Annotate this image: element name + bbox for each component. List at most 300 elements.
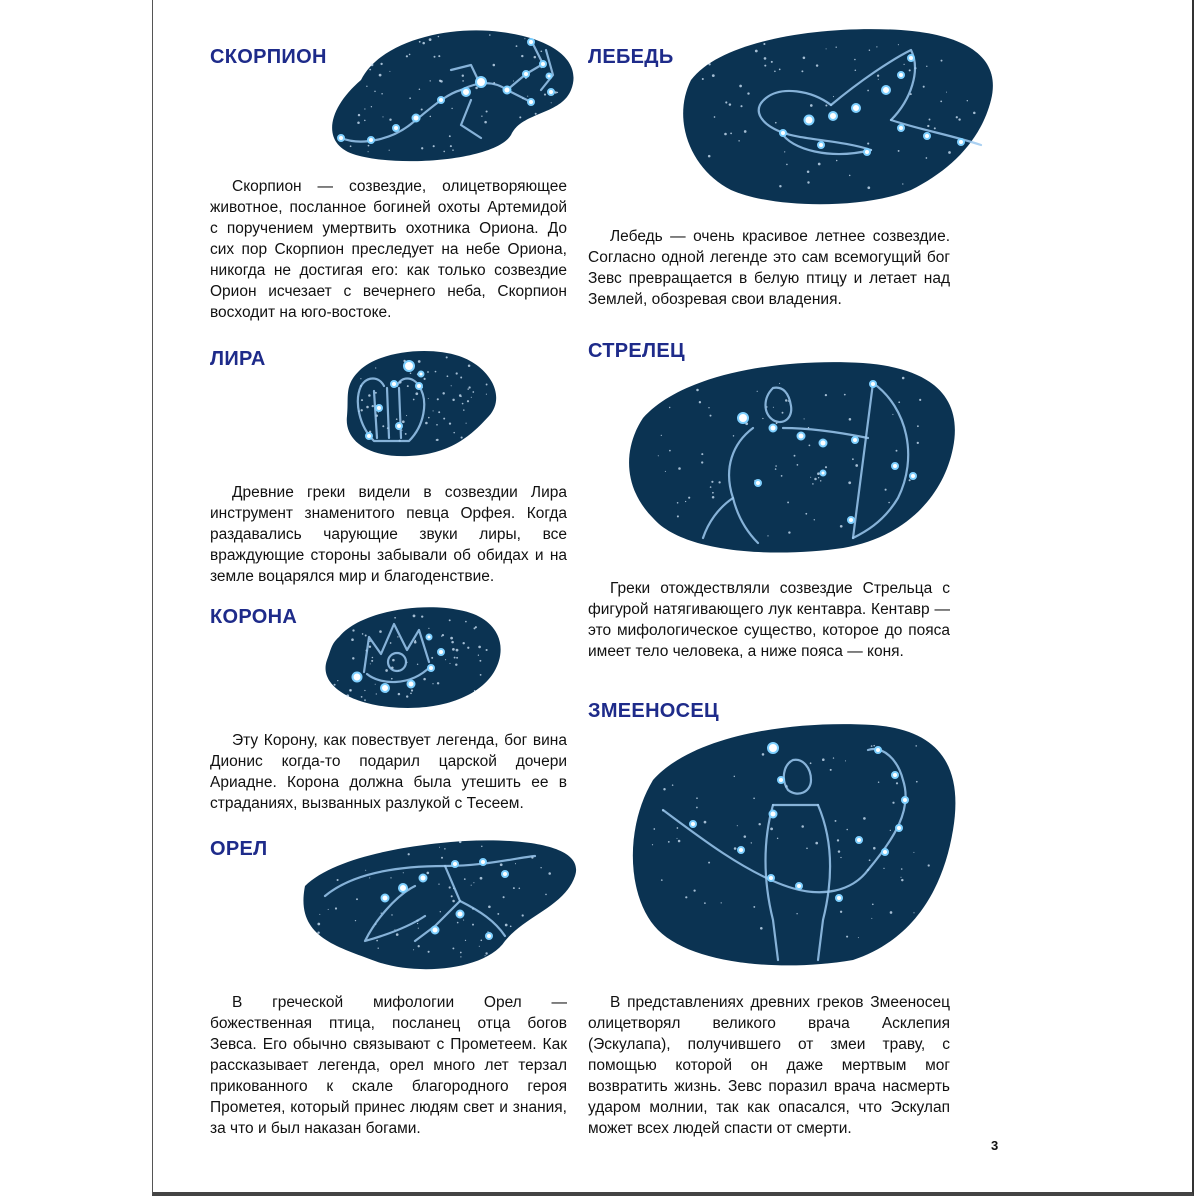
dust-star [685, 501, 686, 502]
dust-star [468, 365, 471, 368]
dust-star [712, 74, 715, 77]
dust-star [425, 422, 428, 425]
dust-star [708, 155, 711, 158]
dust-star [438, 411, 440, 413]
dust-star [708, 862, 710, 864]
dust-star [451, 895, 453, 897]
dust-star [941, 60, 943, 62]
dust-star [376, 693, 377, 694]
dust-star [389, 71, 390, 72]
dust-star [474, 627, 476, 629]
dust-star [486, 649, 488, 651]
dust-star [753, 906, 755, 908]
dust-star [369, 69, 371, 71]
dust-star [814, 519, 815, 520]
dust-star [535, 113, 537, 115]
archer-constellation-icon [623, 348, 963, 558]
dust-star [710, 486, 712, 488]
dust-star [479, 660, 481, 662]
dust-star [524, 38, 525, 39]
dust-star [867, 186, 870, 189]
dust-star [409, 54, 411, 56]
dust-star [708, 407, 709, 408]
dust-star [350, 145, 352, 147]
dust-star [835, 820, 837, 822]
dust-star [818, 163, 821, 166]
dust-star [898, 44, 899, 45]
dust-star [429, 38, 432, 41]
dust-star [473, 882, 474, 883]
dust-star [364, 108, 365, 109]
dust-star [973, 112, 976, 115]
dust-star [413, 949, 414, 950]
dust-star [364, 120, 366, 122]
dust-star [421, 615, 423, 617]
dust-star [833, 757, 834, 758]
dust-star [459, 841, 462, 844]
dust-star [653, 828, 655, 830]
dust-star [711, 481, 713, 483]
dust-star [519, 888, 521, 890]
dust-star [806, 848, 808, 850]
dust-star [852, 458, 854, 460]
dust-star [440, 911, 441, 912]
dust-star [751, 842, 752, 843]
dust-star [389, 150, 390, 151]
dust-star [838, 850, 840, 852]
dust-star [361, 399, 363, 401]
dust-star [708, 63, 710, 65]
dust-star [406, 415, 407, 416]
dust-star [770, 828, 773, 831]
dust-star [773, 407, 774, 408]
dust-star [940, 100, 942, 102]
dust-star [428, 951, 430, 953]
dust-star [407, 385, 409, 387]
dust-star [846, 936, 848, 938]
dust-star [484, 121, 487, 124]
dust-star [317, 931, 319, 933]
dust-star [421, 147, 423, 149]
dust-star [372, 405, 374, 407]
dust-star [527, 96, 528, 97]
dust-star [755, 50, 758, 53]
dust-star [837, 839, 839, 841]
dust-star [450, 637, 453, 640]
dust-star [658, 455, 659, 456]
dust-star [351, 638, 354, 641]
dust-star [361, 409, 363, 411]
dust-star [366, 86, 367, 87]
dust-star [701, 453, 703, 455]
dust-star [389, 118, 391, 120]
dust-star [467, 388, 468, 389]
dust-star [368, 151, 369, 152]
dust-star [809, 445, 811, 447]
dust-star [854, 59, 856, 61]
dust-star [438, 55, 440, 57]
dust-star [779, 185, 781, 187]
dust-star [446, 356, 448, 358]
dust-star [913, 912, 914, 913]
dust-star [677, 515, 679, 517]
dust-star [661, 435, 662, 436]
dust-star [534, 56, 537, 59]
dust-star [380, 63, 382, 65]
dust-star [781, 475, 783, 477]
dust-star [840, 857, 841, 858]
dust-star [909, 479, 911, 481]
dust-star [739, 85, 742, 88]
dust-star [712, 492, 714, 494]
dust-star [445, 659, 446, 660]
dust-star [428, 398, 429, 399]
dust-star [815, 842, 818, 845]
dust-star [479, 946, 480, 947]
dust-star [883, 868, 884, 869]
dust-star [449, 135, 451, 137]
dust-star [452, 149, 454, 151]
dust-star [849, 418, 852, 421]
dust-star [391, 678, 393, 680]
dust-star [762, 418, 763, 419]
dust-star [433, 145, 435, 147]
dust-star [797, 464, 799, 466]
heading-archer: СТРЕЛЕЦ [588, 340, 685, 362]
dust-star [381, 93, 383, 95]
dust-star [825, 466, 827, 468]
heading-crown: КОРОНА [210, 606, 298, 628]
heading-scorpion: СКОРПИОН [210, 46, 327, 68]
dust-star [481, 116, 482, 117]
dust-star [497, 913, 499, 915]
dust-star [480, 939, 482, 941]
dust-star [434, 56, 436, 58]
dust-star [710, 415, 712, 417]
dust-star [796, 913, 797, 914]
dust-star [774, 71, 776, 73]
dust-star [406, 55, 408, 57]
dust-star [786, 164, 788, 166]
dust-star [438, 883, 439, 884]
dust-star [444, 848, 445, 849]
dust-star [456, 649, 459, 652]
dust-star [871, 745, 873, 747]
dust-star [927, 125, 929, 127]
dust-star [872, 903, 874, 905]
dust-star [878, 781, 879, 782]
dust-star [472, 924, 474, 926]
dust-star [406, 695, 408, 697]
dust-star [468, 386, 470, 388]
dust-star [371, 106, 372, 107]
dust-star [411, 689, 413, 691]
dust-star [807, 181, 809, 183]
dust-star [467, 647, 469, 649]
dust-star [430, 80, 431, 81]
dust-star [375, 684, 376, 685]
dust-star [661, 879, 663, 881]
dust-star [917, 442, 919, 444]
dust-star [557, 92, 558, 93]
text-scorpion: Скорпион — созвездие, олицетворяющее животное, посланное богиней охоты Артемидой с поручением умертвить охотника Ориона. До сих пор Скорпион преследует на небе Ориона, никогда не достигая его: как только созвездие Орион исчезает с вечернего неба, Скорпион восходит на юго-востоке. [210, 178, 567, 321]
dust-star [405, 433, 407, 435]
dust-star [357, 122, 360, 125]
dust-star [946, 92, 947, 93]
dust-star [688, 497, 690, 499]
dust-star [738, 140, 739, 141]
dust-star [417, 664, 418, 665]
dust-star [714, 116, 716, 118]
dust-star [417, 923, 418, 924]
dust-star [418, 928, 419, 929]
dust-star [346, 694, 349, 697]
dust-star [360, 378, 361, 379]
dust-star [787, 501, 789, 503]
dust-star [361, 696, 363, 698]
dust-star [486, 110, 488, 112]
heading-eagle: ОРЕЛ [210, 838, 268, 860]
dust-star [548, 872, 551, 875]
dust-star [677, 827, 679, 829]
dust-star [350, 690, 351, 691]
dust-star [762, 753, 765, 756]
text-lyra: Древние греки видели в созвездии Лира инструмент знаменитого певца Орфея. Когда раздавались чарующие звуки лиры, все враждующие стороны забывали об обидах и на земле воцарялся мир и благоденствие. [210, 484, 567, 585]
dust-star [810, 104, 813, 107]
dust-star [900, 877, 901, 878]
dust-star [430, 116, 432, 118]
dust-star [678, 840, 681, 843]
dust-star [478, 646, 481, 649]
dust-star [371, 64, 374, 67]
dust-star [816, 64, 818, 66]
dust-star [452, 648, 455, 651]
dust-star [465, 940, 466, 941]
dust-star [335, 907, 337, 909]
dust-star [744, 130, 747, 133]
dust-star [453, 432, 455, 434]
dust-star [352, 629, 354, 631]
dust-star [439, 847, 440, 848]
dust-star [916, 781, 918, 783]
dust-star [471, 885, 472, 886]
dust-star [788, 531, 790, 533]
dust-star [545, 894, 547, 896]
dust-star [825, 394, 827, 396]
dust-star [805, 513, 807, 515]
dust-star [368, 394, 371, 397]
dust-star [869, 859, 871, 861]
dust-star [317, 923, 320, 926]
dust-star [902, 377, 905, 380]
dust-star [500, 863, 503, 866]
dust-star [480, 674, 482, 676]
text-archer: Греки отождествляли созвездие Стрельца с фигурой натягивающего лук кентавра. Кентавр — это мифологическое существо, которое до пояса имеет тело человека, а ниже пояса — коня. [588, 580, 950, 660]
lyre-constellation-icon [339, 346, 507, 458]
dust-star [807, 170, 810, 173]
dust-star [801, 70, 803, 72]
dust-star [540, 50, 542, 52]
dust-star [371, 660, 373, 662]
dust-star [665, 471, 666, 472]
dust-star [704, 902, 706, 904]
dust-star [510, 925, 512, 927]
dust-star [896, 450, 898, 452]
dust-star [849, 175, 851, 177]
dust-star [892, 414, 893, 415]
dust-star [337, 680, 338, 681]
dust-star [871, 918, 872, 919]
dust-star [493, 64, 496, 67]
dust-star [915, 745, 917, 747]
dust-star [391, 914, 392, 915]
dust-star [869, 49, 870, 50]
dust-star [846, 829, 848, 831]
dust-star [878, 79, 879, 80]
dust-star [775, 465, 777, 467]
dust-star [379, 74, 382, 77]
dust-star [757, 391, 758, 392]
dust-star [733, 435, 734, 436]
dust-star [663, 788, 665, 790]
dust-star [840, 525, 843, 528]
dust-star [334, 684, 336, 686]
dust-star [463, 642, 465, 644]
dust-star [413, 399, 415, 401]
dust-star [820, 480, 821, 481]
dust-star [451, 641, 454, 644]
dust-star [777, 838, 778, 839]
swan-constellation-icon [671, 20, 1001, 210]
dust-star [435, 371, 437, 373]
book-page [152, 0, 1194, 1196]
dust-star [775, 122, 777, 124]
dust-star [426, 872, 429, 875]
dust-star [456, 657, 458, 659]
dust-star [677, 502, 679, 504]
dust-star [419, 89, 421, 91]
dust-star [440, 80, 443, 83]
dust-star [457, 922, 459, 924]
dust-star [767, 535, 768, 536]
dust-star [926, 66, 927, 67]
dust-star [913, 852, 914, 853]
dust-star [409, 97, 411, 99]
dust-star [890, 830, 891, 831]
dust-star [867, 90, 869, 92]
dust-star [418, 945, 420, 947]
text-swan: Лебедь — очень красивое летнее созвездие. Согласно одной легенде это сам всемогущий бог Зевс превращается в белую птицу и летает над Землей, обозревая свои владения. [588, 228, 950, 308]
dust-star [364, 699, 366, 701]
dust-star [465, 621, 467, 623]
dust-star [365, 635, 367, 637]
dust-star [452, 900, 455, 903]
dust-star [410, 372, 412, 374]
dust-star [398, 693, 400, 695]
dust-star [926, 157, 928, 159]
dust-star [385, 669, 388, 672]
dust-star [919, 399, 921, 401]
dust-star [753, 797, 755, 799]
dust-star [456, 372, 458, 374]
dust-star [358, 114, 360, 116]
serpent-bearer-constellation-icon [623, 720, 963, 972]
page-number: 3 [991, 1138, 999, 1153]
dust-star [948, 151, 951, 154]
dust-star [424, 378, 426, 380]
dust-star [355, 920, 356, 921]
dust-star [885, 489, 887, 491]
dust-star [764, 65, 766, 67]
dust-star [462, 403, 464, 405]
dust-star [724, 133, 727, 136]
dust-star [858, 937, 859, 938]
dust-star [519, 116, 521, 118]
dust-star [480, 877, 483, 880]
dust-star [817, 472, 820, 475]
dust-star [364, 690, 365, 691]
dust-star [888, 502, 890, 504]
dust-star [415, 392, 418, 395]
dust-star [782, 412, 784, 414]
dust-star [454, 657, 456, 659]
text-serpent-bearer: В представлениях древних греков Змееносец олицетворял великого врача Асклепия (Эскулапа), получившего от змеи траву, с помощью которой он даже мертвым мог возвратить жизнь. Зевс поразил врача насмерть ударом молнии, так как опасался, что Эскулап может всех людей спасти от смерти. [588, 994, 950, 1137]
dust-star [873, 745, 875, 747]
dust-star [365, 870, 366, 871]
dust-star [701, 461, 703, 463]
dust-star [488, 905, 491, 908]
dust-star [478, 655, 479, 656]
dust-star [672, 784, 674, 786]
dust-star [873, 847, 876, 850]
dust-star [909, 69, 911, 71]
dust-star [451, 385, 452, 386]
dust-star [836, 160, 838, 162]
dust-star [396, 418, 398, 420]
dust-star [485, 952, 487, 954]
dust-star [678, 467, 681, 470]
dust-star [433, 410, 434, 411]
dust-star [848, 481, 851, 484]
dust-star [855, 70, 857, 72]
dust-star [902, 183, 903, 184]
dust-star [522, 914, 524, 916]
dust-star [471, 397, 472, 398]
dust-star [474, 690, 476, 692]
dust-star [461, 396, 462, 397]
dust-star [704, 821, 707, 824]
dust-star [668, 841, 670, 843]
dust-star [462, 75, 464, 77]
dust-star [803, 57, 806, 60]
dust-star [431, 657, 433, 659]
dust-star [460, 952, 462, 954]
dust-star [449, 619, 451, 621]
dust-star [725, 101, 727, 103]
dust-star [544, 94, 546, 96]
dust-star [515, 863, 516, 864]
dust-star [366, 406, 369, 409]
dust-star [826, 48, 827, 49]
dust-star [896, 782, 898, 784]
dust-star [521, 55, 523, 57]
dust-star [390, 877, 391, 878]
dust-star [390, 642, 392, 644]
dust-star [779, 69, 781, 71]
dust-star [503, 896, 505, 898]
heading-swan: ЛЕБЕДЬ [588, 46, 674, 68]
dust-star [408, 853, 410, 855]
